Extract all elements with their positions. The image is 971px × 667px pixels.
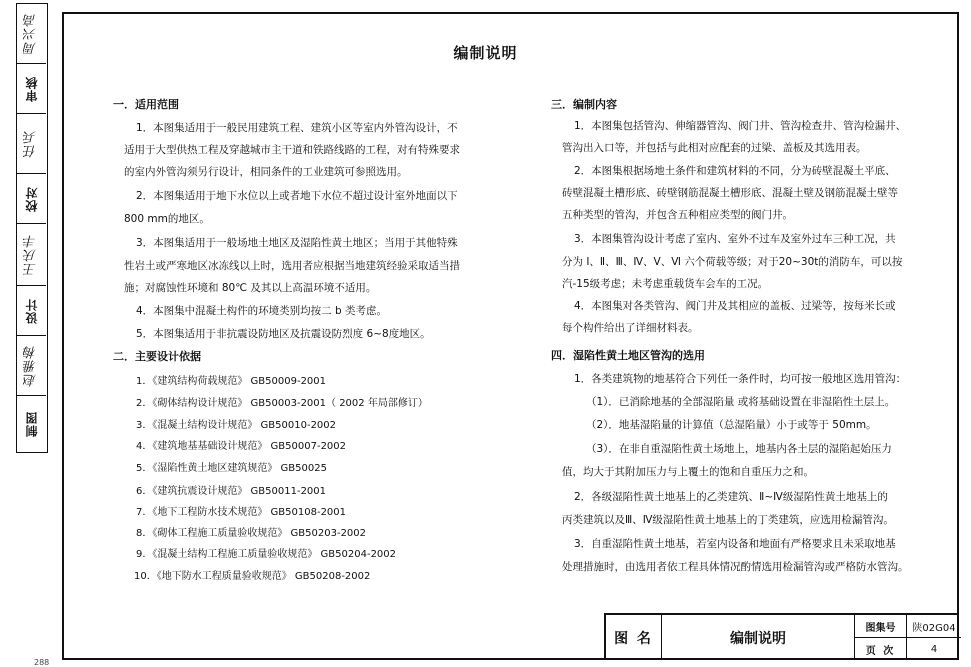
scope-line: 的室内外管沟须另行设计，相同条件的工业建筑可参照选用。 — [124, 166, 408, 178]
sign-cell-design — [17, 336, 46, 396]
label-drawing: 制图 — [25, 410, 39, 437]
page-number-value: 4 — [930, 643, 938, 655]
section-heading-scope: 一．适用范围 — [113, 98, 179, 111]
reference-item: 7．《地下工程防水技术规范》 GB50108-2001 — [136, 507, 347, 518]
loess-line: （3）．在非自重湿陷性黄土场地上，地基内各土层的湿陷起始压力 — [586, 443, 892, 455]
reference-item: 3．《混凝土结构设计规范》 GB50010-2002 — [136, 420, 337, 431]
content-line: 每个构件给出了详细材料表。 — [562, 322, 699, 334]
reference-item: 6．《建筑抗震设计规范》 GB50011-2001 — [136, 486, 327, 497]
page-number-label: 页 次 — [855, 638, 907, 660]
signature-strip — [16, 3, 48, 453]
scope-line: 性岩土或严寒地区冰冻线以上时，选用者应根据当地建筑经验采取适当措 — [124, 260, 460, 272]
signature-approval: 任兵 — [24, 129, 39, 158]
atlas-number-label: 图集号 — [855, 615, 907, 637]
content-line: 2．本图集根据场地土条件和建筑材料的不同，分为砖壁混凝土平底、 — [574, 165, 896, 177]
label-cell-design — [17, 286, 46, 336]
label-cell-proofread — [17, 174, 46, 224]
loess-line: 丙类建筑以及Ⅲ、Ⅳ级湿陷性黄土地基上的丁类建筑，应选用检漏管沟。 — [562, 514, 894, 526]
scope-line: 适用于大型供热工程及穿越城市主干道和铁路线路的工程，对有特殊要求 — [124, 144, 460, 156]
loess-line: （1）．已消除地基的全部湿陷量 或将基础设置在非湿陷性土层上。 — [586, 396, 896, 408]
reference-item: 1．《建筑结构荷载规范》 GB50009-2001 — [136, 376, 327, 387]
section-heading-content: 三．编制内容 — [551, 98, 617, 111]
loess-line: 值，均大于其附加压力与上覆土的饱和自重压力之和。 — [562, 466, 814, 478]
loess-line: （2）．地基湿陷量的计算值（总湿陷量）小于或等于 50mm。 — [586, 419, 877, 431]
reference-item: 8．《砌体工程施工质量验收规范》 GB50203-2002 — [136, 528, 367, 539]
content-line: 3．本图集管沟设计考虑了室内、室外不过车及室外过车三种工况，共 — [574, 233, 896, 245]
title-block — [604, 613, 959, 660]
signature-design: 赵雅梅 — [24, 344, 39, 387]
scope-line: 2．本图集适用于地下水位以上或者地下水位不超过设计室外地面以下 — [136, 190, 458, 202]
section-heading-basis: 二．主要设计依据 — [113, 350, 201, 363]
label-proofread: 校对 — [25, 185, 39, 212]
label-cell-drawing — [17, 396, 46, 451]
reference-item: 10．《地下防水工程质量验收规范》 GB50208-2002 — [134, 571, 371, 582]
content-line: 分为 Ⅰ、Ⅱ、Ⅲ、Ⅳ、Ⅴ、Ⅵ 六个荷载等级；对于20~30t的消防车，可以按 — [562, 256, 903, 268]
scope-line: 5．本图集适用于非抗震设防地区及抗震设防烈度 6~8度地区。 — [136, 328, 431, 340]
sign-cell-approval — [17, 114, 46, 174]
reference-item: 4．《建筑地基基础设计规范》 GB50007-2002 — [136, 441, 347, 452]
drawing-name-value: 编制说明 — [662, 615, 855, 660]
atlas-number-value: 陕02G04 — [912, 622, 956, 634]
section-heading-loess: 四．湿陷性黄土地区管沟的选用 — [551, 349, 705, 362]
content-line: 五种类型的管沟，并包含五种相应类型的阀门井。 — [562, 209, 793, 221]
sign-cell-proofread — [17, 224, 46, 286]
signature-top: 周兴高 — [24, 12, 39, 55]
label-review: 审核 — [25, 75, 39, 102]
label-design: 设计 — [25, 297, 39, 324]
content-line: 4．本图集对各类管沟、阀门井及其相应的盖板、过梁等，按每米长或 — [574, 300, 896, 312]
content-line: 管沟出入口等，并包括与此相对应配套的过梁、盖板及其选用表。 — [562, 142, 867, 154]
content-line: 砖壁混凝土槽形底、砖壁钢筋混凝土槽形底、混凝土壁及钢筋混凝土壁等 — [562, 187, 898, 199]
scope-line: 1．本图集适用于一般民用建筑工程、建筑小区等室内外管沟设计，不 — [136, 122, 458, 134]
scope-line: 4．本图集中混凝土构件的环境类别均按二 b 类考虑。 — [136, 305, 388, 317]
loess-line: 处理措施时，由选用者依工程具体情况酌情选用检漏管沟或严格防水管沟。 — [562, 561, 909, 573]
content-line: 汽-15级考虑；未考虑重载货车会车的工况。 — [562, 278, 769, 290]
drawing-name-label: 图 名 — [606, 615, 662, 660]
loess-line: 1．各类建筑物的地基符合下列任一条件时，均可按一般地区选用管沟： — [574, 373, 907, 385]
scope-line: 3．本图集适用于一般场地土地区及湿陷性黄土地区；当用于其他特殊 — [136, 237, 458, 249]
page-title: 编制说明 — [453, 44, 518, 62]
reference-item: 9．《混凝土结构工程施工质量验收规范》 GB50204-2002 — [136, 549, 397, 560]
title-block-divider — [855, 637, 961, 638]
reference-item: 5．《湿陷性黄土地区建筑规范》 GB50025 — [136, 463, 327, 474]
loess-line: 2．各级湿陷性黄土地基上的乙类建筑、Ⅱ~Ⅳ级湿陷性黄土地基上的 — [574, 491, 888, 503]
loess-line: 3．自重湿陷性黄土地基，若室内设备和地面有严格要求且未采取地基 — [574, 538, 896, 550]
page-mark: 288 — [34, 658, 50, 667]
label-cell-review — [17, 64, 46, 114]
reference-item: 2．《砌体结构设计规范》 GB50003-2001（ 2002 年局部修订） — [136, 398, 428, 409]
content-line: 1．本图集包括管沟、伸缩器管沟、阀门井、管沟检查井、管沟检漏井、 — [574, 120, 907, 132]
signature-proofread: 王庆丰 — [24, 233, 39, 276]
scope-line: 800 mm的地区。 — [124, 213, 210, 225]
scope-line: 施；对腐蚀性环境和 80℃ 及其以上高温环境不适用。 — [124, 282, 377, 294]
